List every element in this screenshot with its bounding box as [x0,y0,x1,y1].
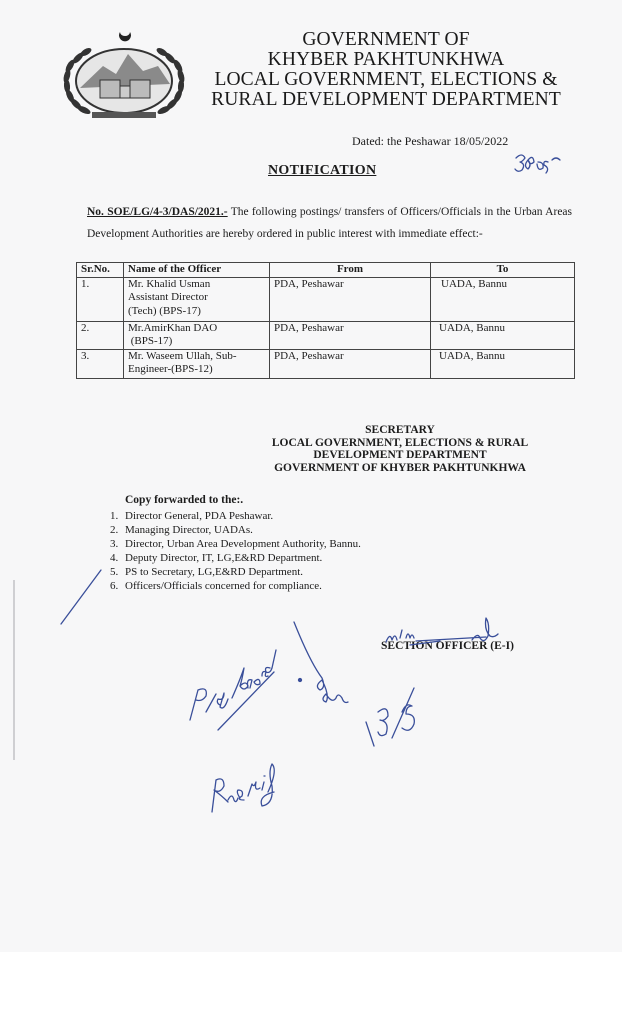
date-line: Dated: the Peshawar 18/05/2022 [352,134,509,148]
handwritten-date-13-5 [366,688,414,746]
header-name: Name of the Officer [124,263,270,278]
list-item: 1. Director General, PDA Peshawar. [121,509,361,523]
cell-to: UADA, Bannu [431,277,575,321]
list-item: 3. Director, Urban Area Development Authority, Bannu. [121,537,361,551]
signatory-line: DEVELOPMENT DEPARTMENT [313,449,487,461]
officer-initials-signature [294,622,348,703]
name-line: Mr.AmirKhan DAO [128,321,218,334]
cell-from: PDA, Peshawar [270,321,431,349]
pen-tick-mark [61,570,101,624]
cell-from: PDA, Peshawar [270,277,431,321]
cell-to: UADA, Bannu [431,321,575,349]
section-officer-title: SECTION OFFICER (E-I) [381,640,514,652]
list-item: 2. Managing Director, UADAs. [121,523,361,537]
ink-dot [299,679,302,682]
list-item: 4. Deputy Director, IT, LG,E&RD Department. [121,551,361,565]
list-item: 5. PS to Secretary, LG,E&RD Department. [121,565,361,579]
header-sr-no: Sr.No. [77,263,124,278]
header-line: RURAL DEVELOPMENT DEPARTMENT [211,89,561,110]
handwritten-note-rashid [212,764,274,812]
header-line: LOCAL GOVERNMENT, ELECTIONS & [214,69,558,90]
section-officer-signature [386,618,498,645]
name-line: (Tech) (BPS-17) [128,304,201,317]
handwritten-number-3805 [515,155,560,173]
list-item: 6. Officers/Officials concerned for compliance. [121,579,361,593]
signatory-line: GOVERNMENT OF KHYBER PAKHTUNKHWA [274,461,526,474]
header-to: To [431,263,575,278]
header-line: GOVERNMENT OF [302,29,470,50]
signatory-line: LOCAL GOVERNMENT, ELECTIONS & RURAL [271,436,529,449]
reference-number: No. SOE/LG/4-3/DAS/2021.- [87,206,228,218]
header-from: From [270,263,431,278]
cell-from: PDA, Peshawar [270,349,431,378]
notification-title: NOTIFICATION [268,163,377,178]
body-text: The following postings/ transfers of Officers/Officials in the Urban Areas Development Authorities are hereby ordered in public interest with immediate effect:- [87,206,572,240]
name-line: Engineer-(BPS-12) [128,363,213,375]
handwritten-note-pl-upload [190,650,276,730]
name-line: Mr. Khalid Usman [128,277,211,290]
name-line: (BPS-17) [128,335,173,347]
cell-sr: 2. [77,321,124,349]
signatory-line: SECRETARY [365,424,435,436]
cell-sr: 1. [77,277,124,321]
copy-forwarded-title: Copy forwarded to the:. [125,494,244,506]
name-line: Assistant Director [128,291,208,303]
name-line: Mr. Waseem Ullah, Sub- [128,349,237,362]
header-line: KHYBER PAKHTUNKHWA [267,49,505,70]
cell-sr: 3. [77,349,124,378]
cell-to: UADA, Bannu [431,349,575,378]
